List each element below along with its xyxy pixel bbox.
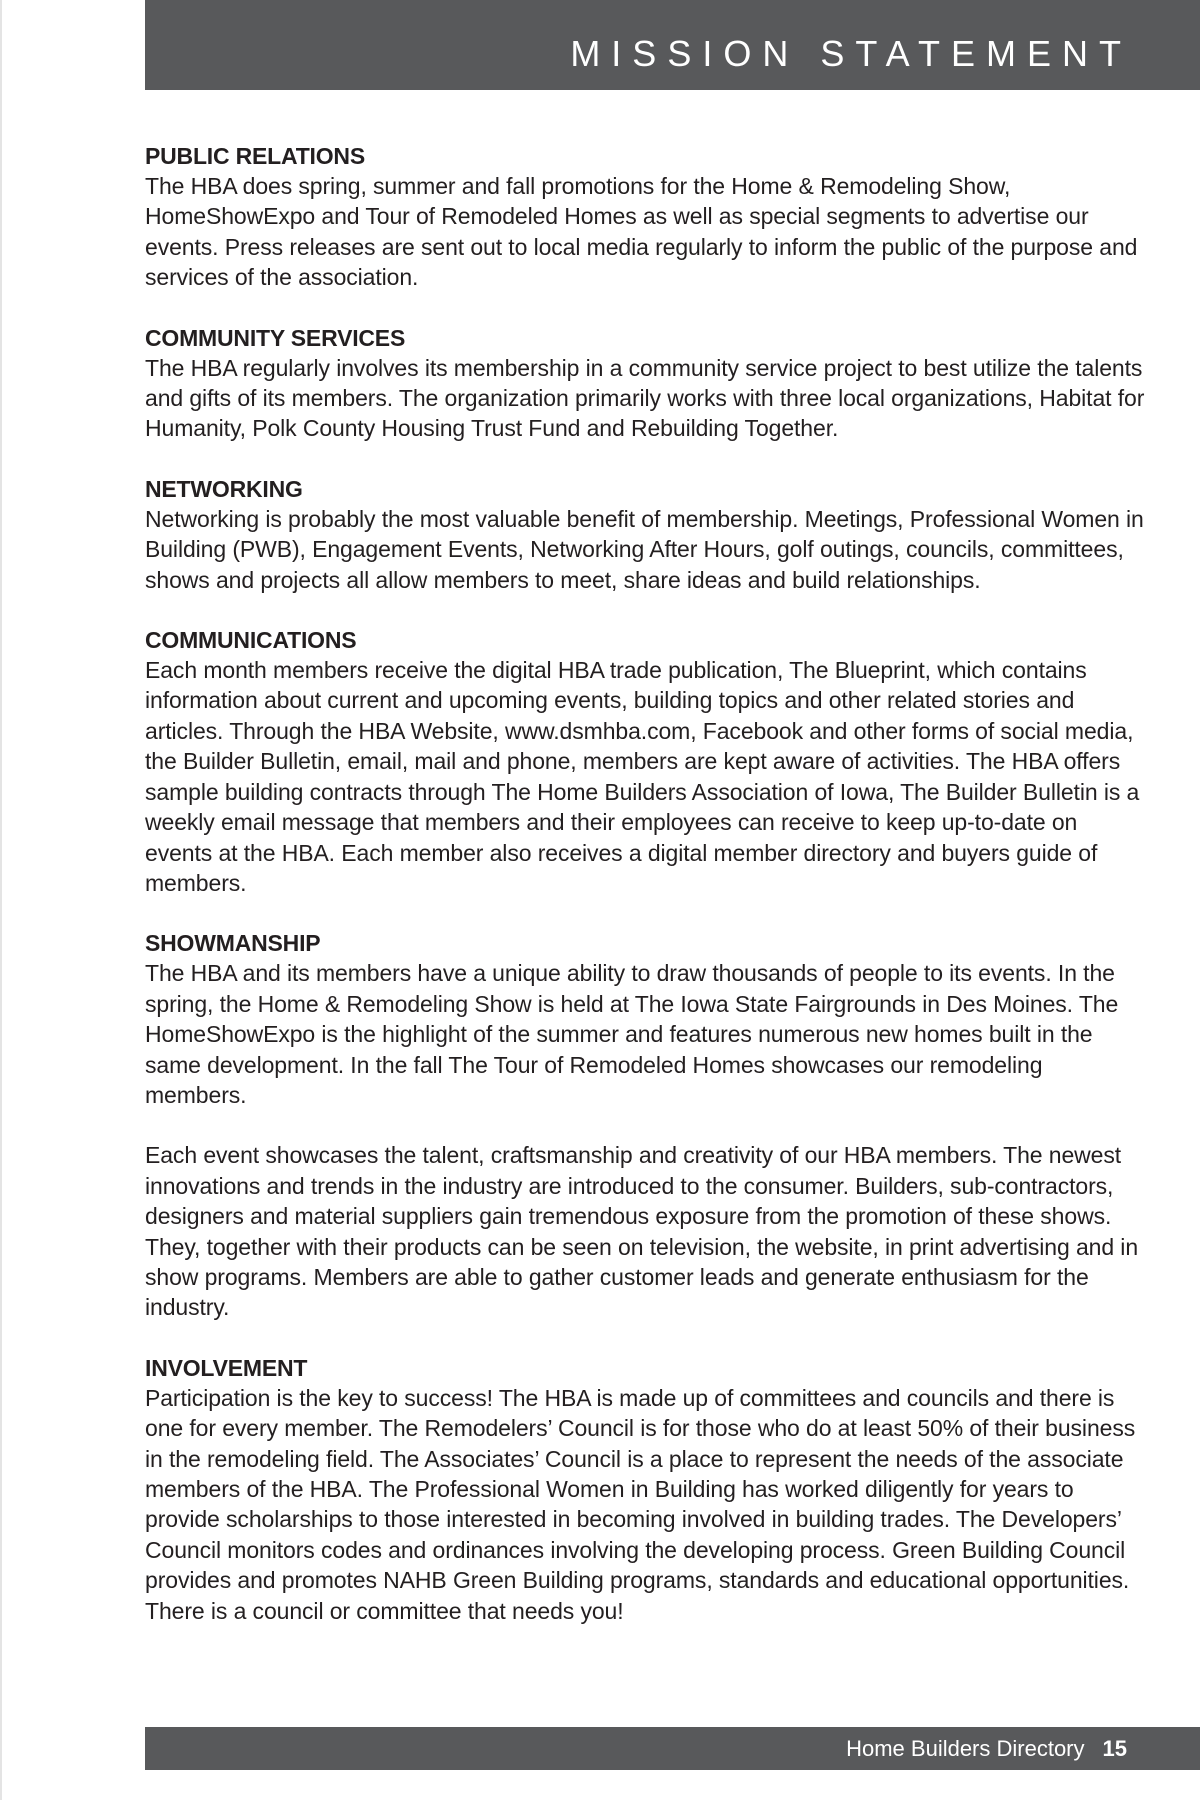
section-heading: COMMUNICATIONS [145,627,357,654]
footer-bar [145,1727,1200,1770]
section-paragraph: Each event showcases the talent, craftsmanship and creativity of our HBA members. The newest innovations and trends in the industry are introduced to the consumer. Builders, sub-contractors, designers and material suppliers gain tremendous exposure from the promotion of these shows. They, together with their products can be seen on television, the website, in print advertising and in show programs. Members are able to gather customer leads and generate enthusiasm for the industry. [145,1142,1139,1321]
section-networking [145,474,1145,595]
section-heading: SHOWMANSHIP [145,930,321,957]
footer [846,1735,1127,1763]
page-title: MISSION STATEMENT [570,33,1132,74]
main-content [145,141,1145,1656]
page-edge-rule [0,0,2,1800]
section-heading: NETWORKING [145,475,303,502]
section-heading: INVOLVEMENT [145,1354,308,1381]
page-number: 15 [1102,1736,1127,1761]
section-paragraph: The HBA regularly involves its membership in a community service project to best utilize the talents and gifts of its members. The organization primarily works with three local organizations, Habitat for Humanity, Polk County Housing Trust Fund and Rebuilding Together. [145,354,1145,442]
section-paragraph: Each month members receive the digital HBA trade publication, The Blueprint, which contains information about current and upcoming events, building topics and other related stories and articles. Through the HBA Website, www.dsmhba.com, Facebook and other forms of social media, the Builder Bulletin, email, mail and phone, members are kept aware of activities. The HBA offers sample building contracts through The Home Builders Association of Iowa, The Builder Bulletin is a weekly email message that members and their employees can receive to keep up-to-date on events at the HBA. Each member also receives a digital member directory and buyers guide of members. [145,657,1140,896]
section-communications [145,625,1145,898]
section-public-relations [145,141,1145,293]
section-paragraph: Participation is the key to success! The HBA is made up of committees and councils and there is one for every member. The Remodelers’ Council is for those who do at least 50% of their business in the remodeling field. The Associates’ Council is a place to represent the needs of the associate members of the HBA. The Professional Women in Building has worked diligently for years to provide scholarships to those interested in becoming involved in building trades. The Developers’ Council monitors codes and ordinances involving the developing process. Green Building Council provides and promotes NAHB Green Building programs, standards and educational opportunities. There is a council or committee that needs you! [145,1384,1136,1624]
section-involvement [145,1353,1145,1626]
section-heading: COMMUNITY SERVICES [145,324,406,351]
section-paragraph: Networking is probably the most valuable benefit of membership. Meetings, Professional Women in Building (PWB), Engagement Events, Networking After Hours, golf outings, councils, committees, shows and projects all allow members to meet, share ideas and build relationships. [145,505,1144,593]
section-showmanship [145,928,1145,1322]
section-community-services [145,323,1145,444]
publication-name: Home Builders Directory [846,1736,1085,1761]
section-heading: PUBLIC RELATIONS [145,143,365,169]
header-bar [145,0,1200,90]
section-paragraph: The HBA does spring, summer and fall promotions for the Home & Remodeling Show, HomeShowExpo and Tour of Remodeled Homes as well as special segments to advertise our events. Press releases are sent out to local media regularly to inform the public of the purpose and services of the association. [145,173,1138,291]
section-paragraph: The HBA and its members have a unique ability to draw thousands of people to its events. In the spring, the Home & Remodeling Show is held at The Iowa State Fairgrounds in Des Moines. The HomeShowExpo is the highlight of the summer and features numerous new homes built in the same development. In the fall The Tour of Remodeled Homes showcases our remodeling members. [145,960,1119,1108]
